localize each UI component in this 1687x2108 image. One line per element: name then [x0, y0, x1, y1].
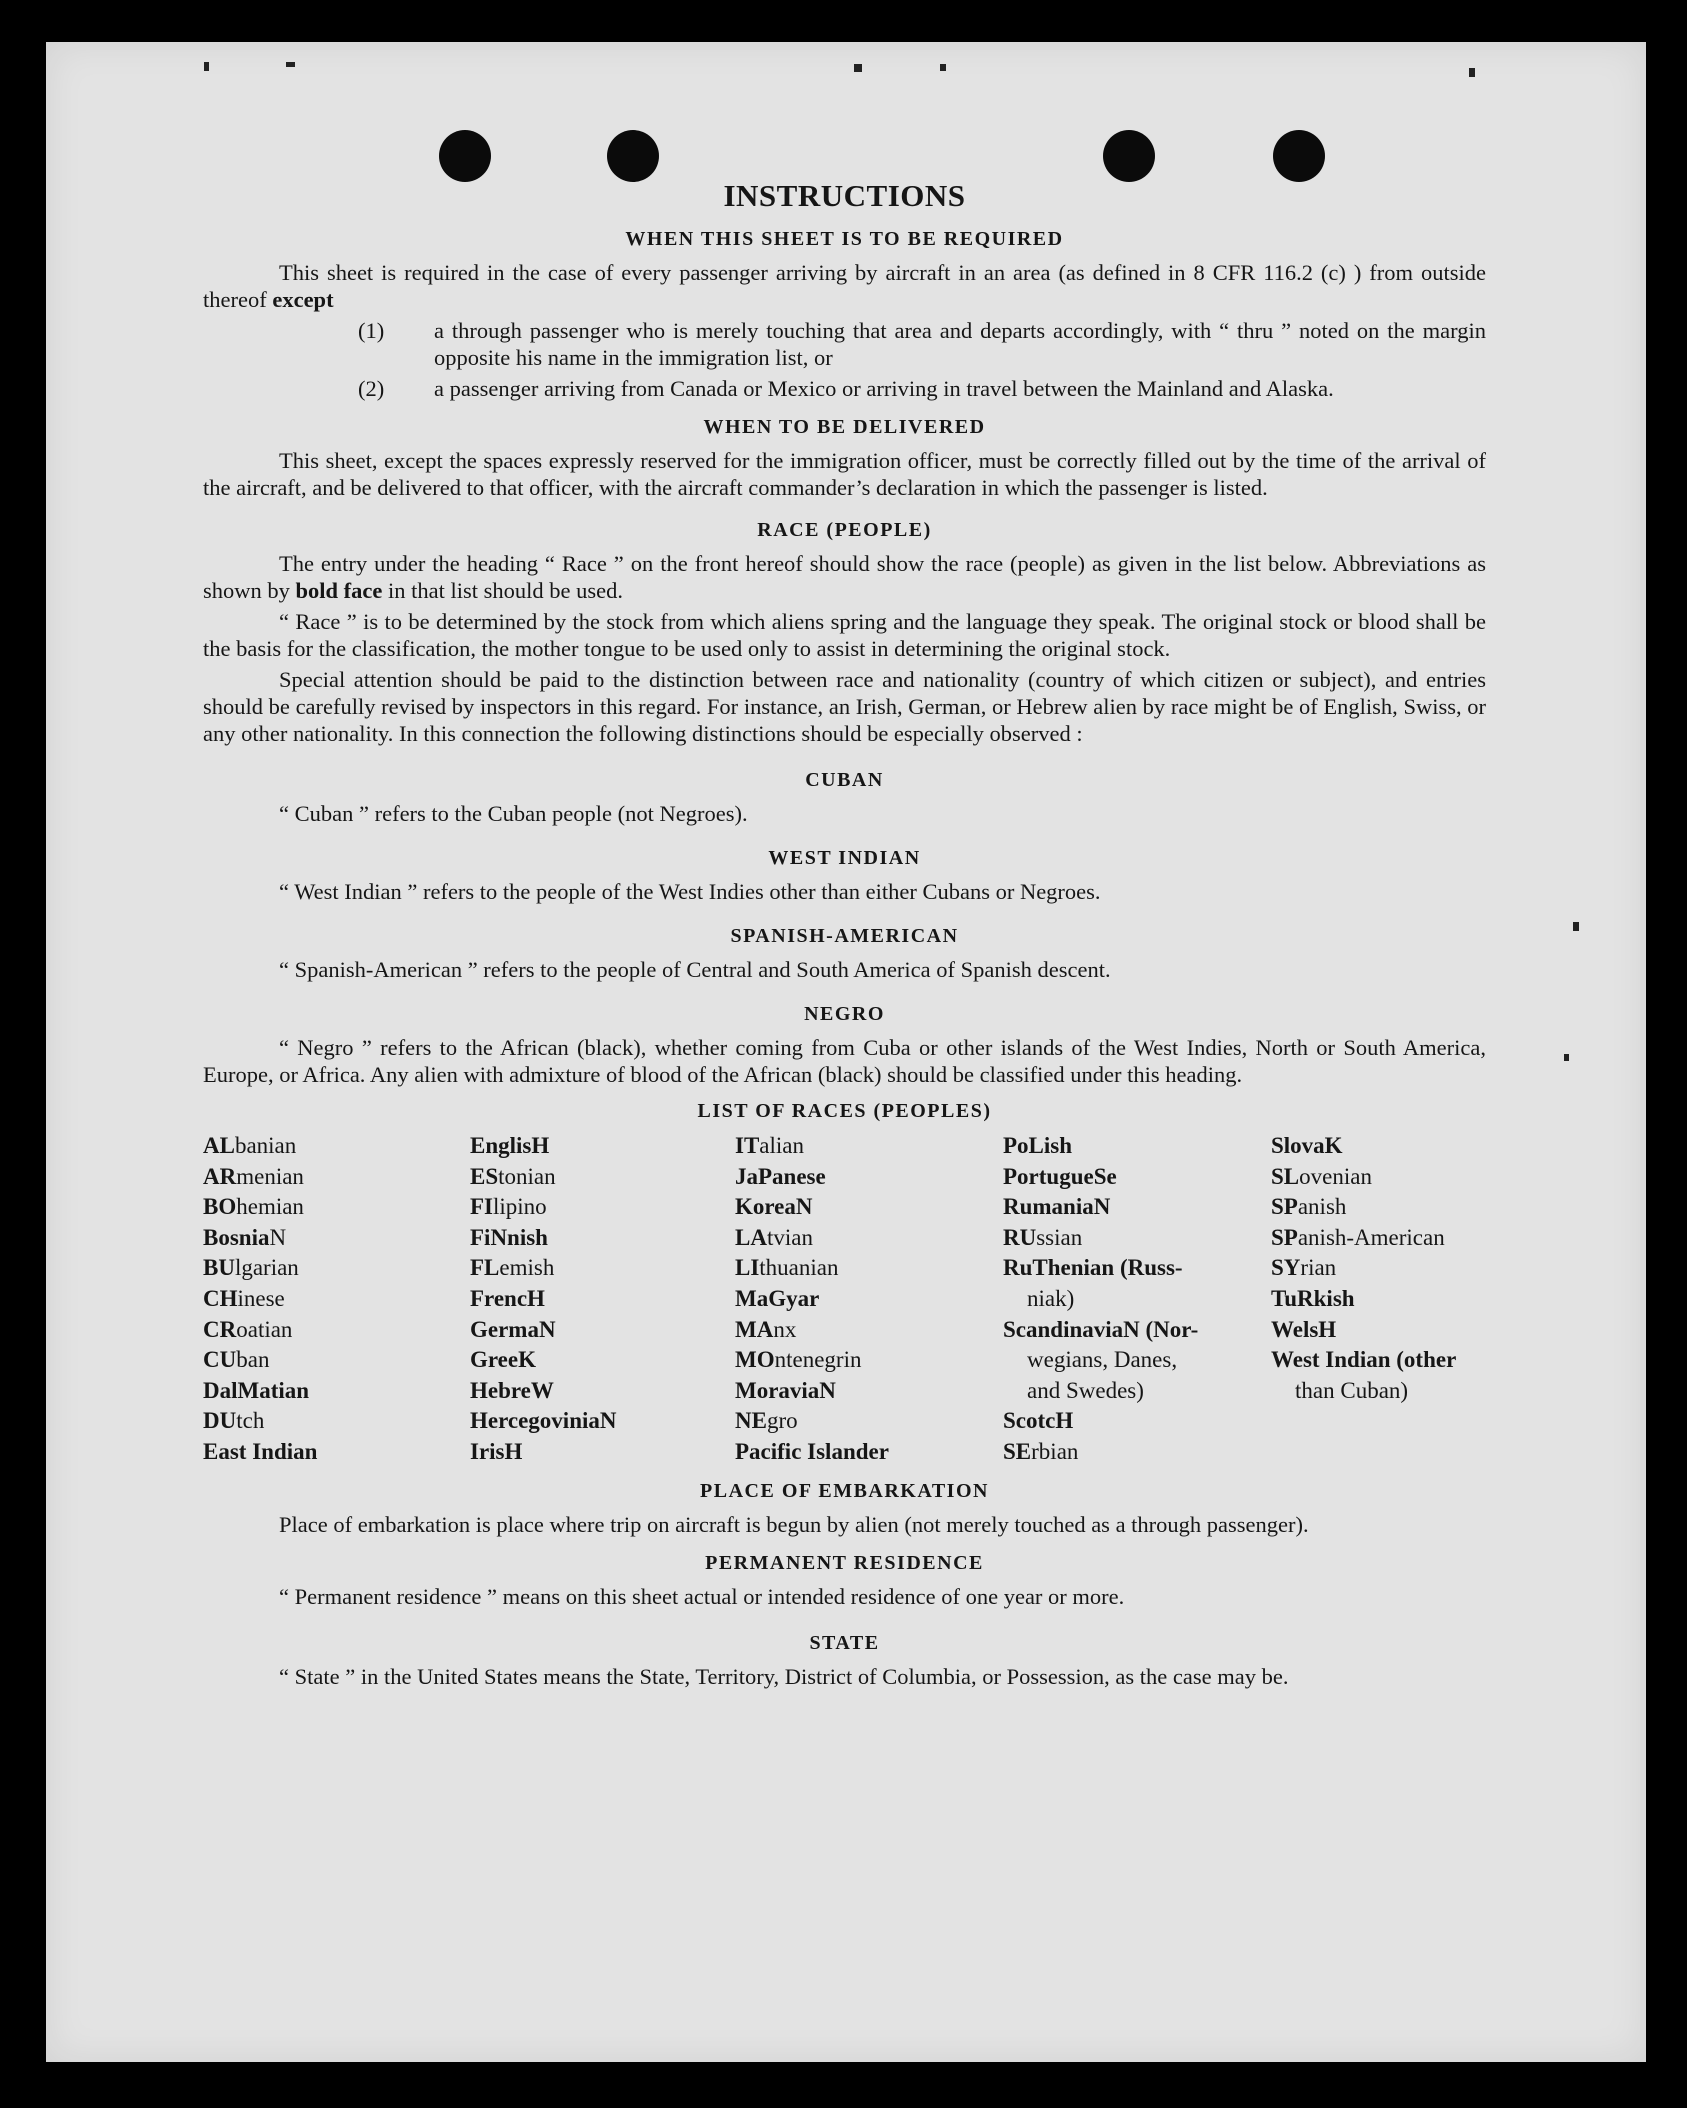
race-entry-continuation: [1271, 1376, 1456, 1407]
race-abbrev: LA: [735, 1224, 767, 1250]
race-entry: [735, 1406, 889, 1437]
race-abbrev: DalMatian: [203, 1377, 310, 1403]
race-entry: [1003, 1162, 1198, 1193]
exception-item: [203, 317, 1486, 371]
race-abbrev: HebreW: [470, 1377, 554, 1403]
race-abbrev: LI: [735, 1255, 760, 1281]
scan-speck: [204, 62, 209, 71]
race-entry: [203, 1192, 317, 1223]
race-abbrev: SL: [1271, 1163, 1300, 1189]
race-entry: [735, 1437, 889, 1468]
race-entry: [470, 1437, 617, 1468]
race-abbrev: wegians, Danes,: [1027, 1347, 1178, 1373]
race-entry: [470, 1284, 617, 1315]
scan-speck: [286, 62, 295, 67]
race-entry: [470, 1131, 617, 1162]
race-rest: nx: [773, 1316, 797, 1342]
race-rest: thuanian: [759, 1255, 839, 1281]
item-text: a passenger arriving from Canada or Mexico or arriving in travel between the Mainland and Alaska.: [434, 376, 1334, 401]
heading-race: RACE (PEOPLE): [757, 519, 932, 541]
race-entry: [735, 1315, 889, 1346]
race-abbrev: CU: [203, 1347, 237, 1373]
race-entry: [735, 1345, 889, 1376]
race-rest: gro: [766, 1408, 798, 1434]
race-rest: tch: [236, 1408, 265, 1434]
race-rest: banian: [234, 1133, 297, 1158]
race-abbrev: WelsH: [1271, 1316, 1337, 1342]
races-column: [735, 1131, 889, 1468]
race-abbrev: EnglisH: [470, 1133, 550, 1158]
race-entry: [735, 1162, 889, 1193]
race-abbrev: East Indian: [203, 1438, 318, 1464]
race-abbrev: NE: [735, 1408, 767, 1434]
exception-item: [203, 375, 1486, 402]
race-entry: [203, 1437, 317, 1468]
race-rest: oatian: [236, 1316, 293, 1342]
race-rest: emish: [499, 1255, 555, 1281]
except-word: except: [272, 287, 334, 312]
race-abbrev: JaPanese: [735, 1163, 826, 1189]
race-entry: [203, 1284, 317, 1315]
race-rest: ssian: [1036, 1224, 1083, 1250]
race-abbrev: Pacific Islander: [735, 1438, 889, 1464]
race-abbrev: MaGyar: [735, 1285, 820, 1311]
race-rest: ban: [236, 1347, 270, 1373]
race-entry: [1271, 1223, 1456, 1254]
heading-residence: PERMANENT RESIDENCE: [705, 1552, 984, 1574]
item-number: (2): [358, 376, 385, 401]
race-entry: [1003, 1437, 1198, 1468]
item-number: (1): [358, 318, 385, 343]
when-delivered-text: This sheet, except the spaces expressly reserved for the immigration officer, must be correctly filled out by the time of the arrival of the aircraft, and be delivered to that officer, with the aircraft commander’s declaration in which the passenger is listed.: [203, 448, 1486, 500]
race-entry: [735, 1376, 889, 1407]
race-rest: lgarian: [234, 1255, 299, 1281]
race-entry: [203, 1406, 317, 1437]
race-entry: [203, 1131, 317, 1162]
race-abbrev: PoLish: [1003, 1133, 1073, 1158]
race-rest: tvian: [766, 1224, 813, 1250]
race-entry: [470, 1315, 617, 1346]
race-entry: [735, 1253, 889, 1284]
race-entry: [203, 1376, 317, 1407]
race-abbrev: RumaniaN: [1003, 1194, 1111, 1220]
spanish-american-text: “ Spanish-American ” refers to the people of Central and South America of Spanish descent.: [279, 957, 1111, 982]
race-abbrev: ES: [470, 1163, 499, 1189]
race-entry: [735, 1284, 889, 1315]
race-entry: [1271, 1162, 1456, 1193]
race-rest: rian: [1300, 1255, 1337, 1281]
race-abbrev: and Swedes): [1027, 1377, 1144, 1403]
race-rest: tonian: [498, 1163, 556, 1189]
race-entry: [203, 1315, 317, 1346]
race-rest: N: [269, 1224, 287, 1250]
heading-when-delivered: WHEN TO BE DELIVERED: [703, 416, 986, 438]
instructions-content: [203, 172, 1486, 1690]
race-paragraph-3: Special attention should be paid to the distinction between race and nationality (country of which citizen or subject), and entries should be carefully revised by inspectors in this regard. For instance, an Irish, German, or Hebrew alien by race might be of English, Swiss, or any other nationality. In this connection the following distinctions should be especially observed :: [203, 667, 1486, 746]
races-column: [203, 1131, 317, 1468]
race-abbrev: Bosnia: [203, 1224, 270, 1250]
race-entry: [1003, 1253, 1198, 1284]
race-entry: [1003, 1406, 1198, 1437]
race-abbrev: TuRkish: [1271, 1285, 1355, 1311]
race-abbrev: SE: [1003, 1438, 1032, 1464]
race-abbrev: SlovaK: [1271, 1133, 1343, 1158]
race-abbrev: HercegoviniaN: [470, 1408, 617, 1434]
race-entry: [470, 1162, 617, 1193]
race-abbrev: BU: [203, 1255, 235, 1281]
races-list: [203, 1131, 1486, 1476]
race-abbrev: AR: [203, 1163, 237, 1189]
negro-text: “ Negro ” refers to the African (black), whether coming from Cuba or other islands of the West Indies, North or South America, Europe, or Africa. Any alien with admixture of blood of the African (black) should be classified under this heading.: [203, 1035, 1486, 1087]
race-paragraph-2: “ Race ” is to be determined by the stock from which aliens spring and the language they speak. The original stock or blood shall be the basis for the classification, the mother tongue to be used only to assist in determining the original stock.: [203, 609, 1486, 661]
race-p1-text-b: in that list should be used.: [388, 578, 624, 603]
race-entry: [470, 1223, 617, 1254]
race-abbrev: AL: [203, 1133, 235, 1158]
embarkation-text: Place of embarkation is place where trip on aircraft is begun by alien (not merely touched as a through passenger).: [279, 1512, 1309, 1537]
race-rest: hemian: [236, 1194, 304, 1220]
race-abbrev: BO: [203, 1194, 237, 1220]
race-abbrev: GreeK: [470, 1347, 536, 1373]
cuban-text: “ Cuban ” refers to the Cuban people (not Negroes).: [279, 801, 748, 826]
scan-speck: [940, 64, 946, 71]
page-title: INSTRUCTIONS: [723, 178, 966, 213]
race-abbrev: KoreaN: [735, 1194, 813, 1220]
race-entry-continuation: [1003, 1376, 1198, 1407]
race-rest: ovenian: [1299, 1163, 1372, 1189]
race-abbrev: FL: [470, 1255, 500, 1281]
race-abbrev: IrisH: [470, 1438, 523, 1464]
race-entry: [1003, 1131, 1198, 1162]
race-rest: inese: [237, 1285, 285, 1311]
race-rest: lipino: [493, 1194, 547, 1220]
heading-cuban: CUBAN: [805, 769, 884, 791]
race-paragraph-1: [203, 550, 1486, 604]
race-entry: [470, 1376, 617, 1407]
race-entry: [1271, 1315, 1456, 1346]
race-abbrev: PortugueSe: [1003, 1163, 1117, 1189]
races-column: [470, 1131, 617, 1468]
heading-list-of-races: LIST OF RACES (PEOPLES): [697, 1100, 992, 1122]
race-abbrev: than Cuban): [1295, 1377, 1409, 1403]
race-entry: [735, 1223, 889, 1254]
race-entry: [735, 1192, 889, 1223]
race-rest: ntenegrin: [774, 1347, 862, 1373]
race-abbrev: SY: [1271, 1255, 1301, 1281]
race-abbrev: MA: [735, 1316, 774, 1342]
race-abbrev: RuThenian (Russ-: [1003, 1255, 1183, 1281]
when-required-paragraph: [203, 259, 1486, 313]
race-abbrev: niak): [1027, 1285, 1075, 1311]
race-rest: menian: [236, 1163, 304, 1189]
race-entry: [1271, 1253, 1456, 1284]
race-abbrev: DU: [203, 1408, 237, 1434]
race-entry: [1003, 1223, 1198, 1254]
race-entry: [470, 1406, 617, 1437]
heading-negro: NEGRO: [804, 1003, 885, 1025]
race-rest: alian: [759, 1133, 804, 1158]
heading-embarkation: PLACE OF EMBARKATION: [700, 1480, 989, 1502]
race-abbrev: MO: [735, 1347, 775, 1373]
race-entry: [1003, 1315, 1198, 1346]
heading-spanish-american: SPANISH-AMERICAN: [730, 925, 959, 947]
item-text: a through passenger who is merely touching that area and departs accordingly, with “ thru ” noted on the margin opposite his name in the immigration list, or: [434, 318, 1486, 370]
west-indian-text: “ West Indian ” refers to the people of the West Indies other than either Cubans or Negroes.: [279, 879, 1101, 904]
race-abbrev: GermaN: [470, 1316, 556, 1342]
race-p1-text-a: The entry under the heading “ Race ” on the front hereof should show the race (people) as given in the list below. Abbreviations as shown by: [203, 551, 1486, 603]
race-abbrev: ScotcH: [1003, 1408, 1074, 1434]
race-abbrev: FI: [470, 1194, 493, 1220]
race-entry-continuation: [1003, 1345, 1198, 1376]
race-entry: [470, 1345, 617, 1376]
race-entry-continuation: [1003, 1284, 1198, 1315]
race-abbrev: ScandinaviaN (Nor-: [1003, 1316, 1199, 1342]
race-entry: [1271, 1284, 1456, 1315]
scan-speck: [1564, 1054, 1569, 1061]
race-entry: [203, 1345, 317, 1376]
race-entry: [1271, 1131, 1456, 1162]
scan-speck: [1469, 68, 1475, 77]
race-abbrev: West Indian (other: [1271, 1347, 1457, 1373]
when-required-text: This sheet is required in the case of every passenger arriving by aircraft in an area (as defined in 8 CFR 116.2 (c) ) from outside thereof: [203, 260, 1486, 312]
race-entry: [203, 1223, 317, 1254]
race-abbrev: RU: [1003, 1224, 1037, 1250]
race-rest: rbian: [1031, 1438, 1079, 1464]
race-p1-bold: bold face: [295, 578, 383, 603]
race-rest: anish: [1297, 1194, 1347, 1220]
heading-state: STATE: [809, 1632, 880, 1654]
heading-when-required: WHEN THIS SHEET IS TO BE REQUIRED: [625, 228, 1064, 250]
race-abbrev: MoraviaN: [735, 1377, 836, 1403]
race-abbrev: FiNnish: [470, 1224, 548, 1250]
race-entry: [735, 1131, 889, 1162]
race-rest: anish-American: [1297, 1224, 1445, 1250]
residence-text: “ Permanent residence ” means on this sheet actual or intended residence of one year or more.: [279, 1584, 1125, 1609]
scan-speck: [1573, 922, 1579, 931]
races-column: [1003, 1131, 1198, 1468]
race-entry: [470, 1192, 617, 1223]
scan-speck: [854, 64, 862, 72]
race-abbrev: SP: [1271, 1194, 1298, 1220]
race-entry: [1271, 1345, 1456, 1376]
race-entry: [203, 1253, 317, 1284]
race-entry: [1271, 1192, 1456, 1223]
race-abbrev: IT: [735, 1133, 760, 1158]
race-entry: [1003, 1192, 1198, 1223]
race-abbrev: SP: [1271, 1224, 1298, 1250]
race-entry: [203, 1162, 317, 1193]
race-abbrev: FrencH: [470, 1285, 545, 1311]
heading-west-indian: WEST INDIAN: [768, 847, 921, 869]
races-column: [1271, 1131, 1456, 1406]
race-abbrev: CR: [203, 1316, 237, 1342]
race-entry: [470, 1253, 617, 1284]
state-text: “ State ” in the United States means the State, Territory, District of Columbia, or Possession, as the case may be.: [279, 1664, 1289, 1689]
race-abbrev: CH: [203, 1285, 238, 1311]
